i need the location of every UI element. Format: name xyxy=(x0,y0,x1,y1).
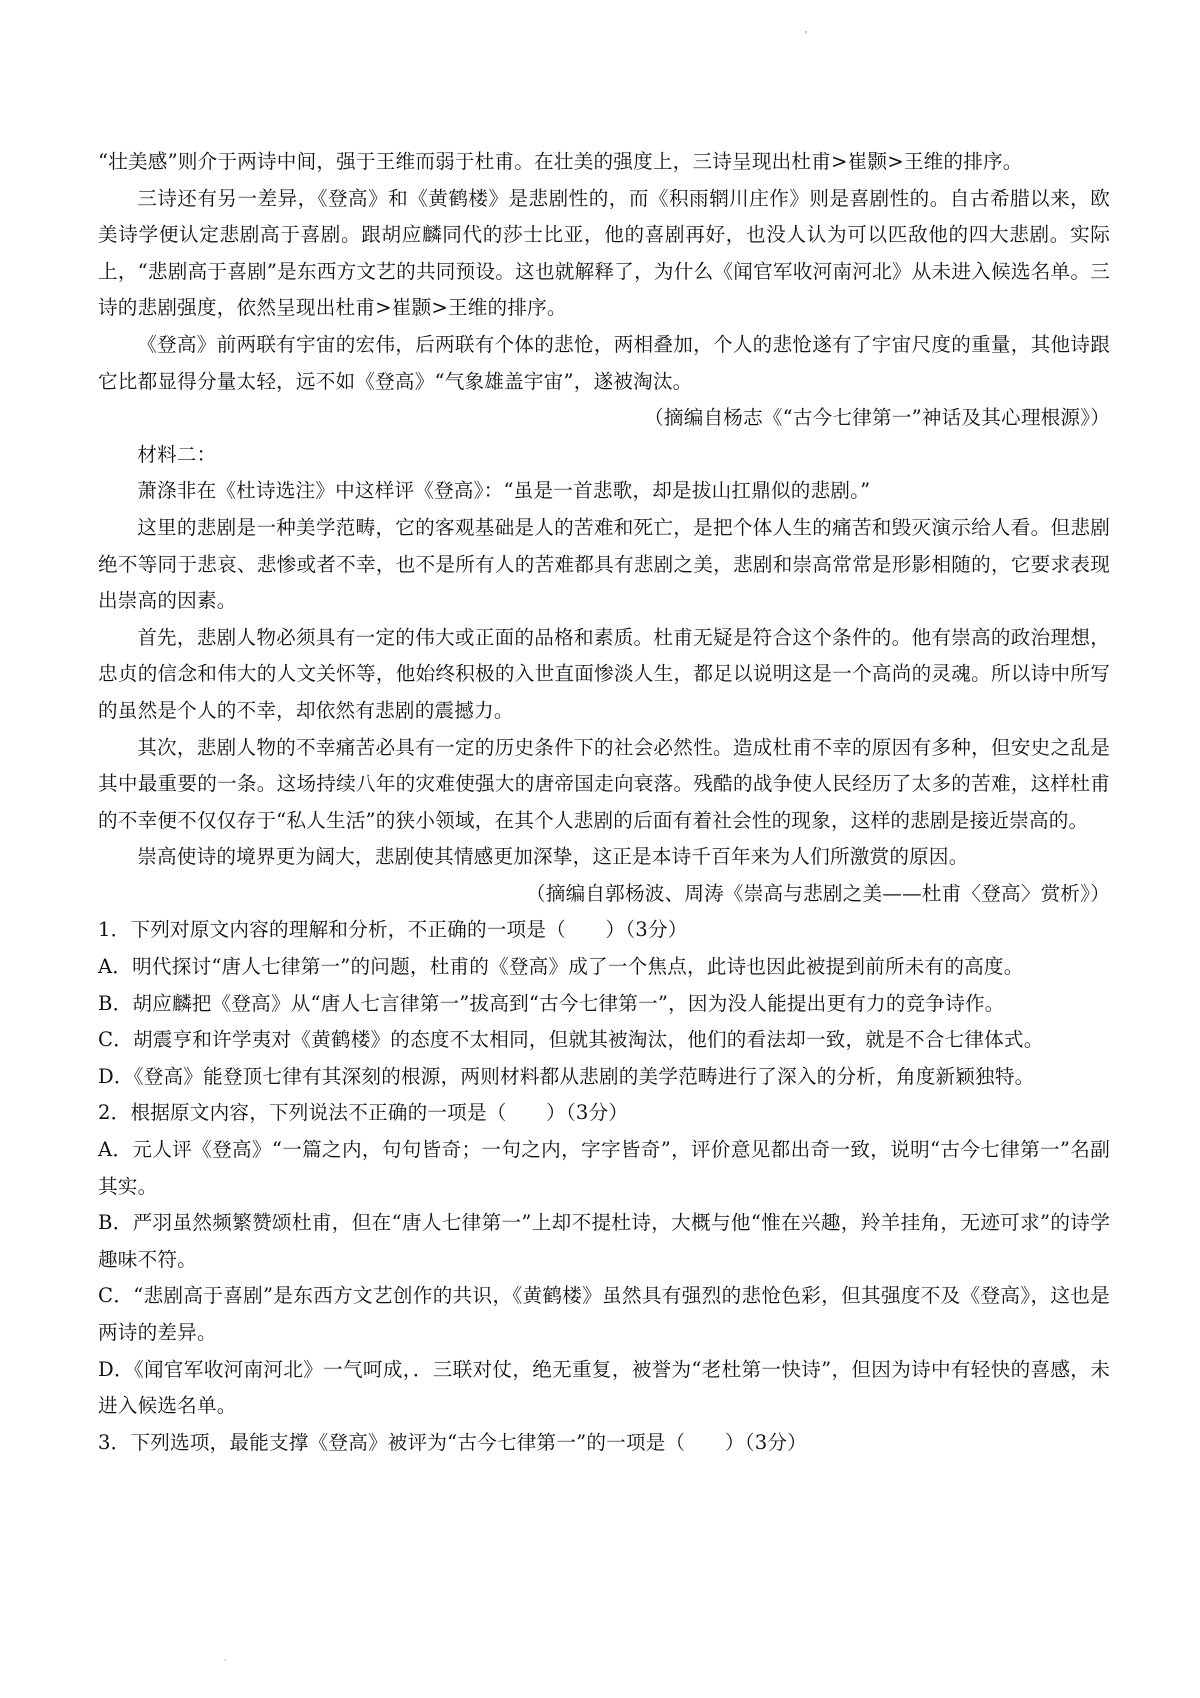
scan-mark-top: " xyxy=(804,30,808,39)
answer-option: A．元人评《登高》“一篇之内，句句皆奇；一句之内，字字皆奇”，评价意见都出奇一致，说明“古今七律第一”名副其实。 xyxy=(98,1138,1110,1198)
paragraph: “壮美感”则介于两诗中间，强于王维而弱于杜甫。在壮美的强度上，三诗呈现出杜甫>崔颢>王维的排序。 xyxy=(98,150,1023,173)
answer-option: C．胡震亨和许学夷对《黄鹤楼》的态度不太相同，但就其被淘汰，他们的看法却一致，就是不合七律体式。 xyxy=(98,1028,1044,1052)
question-stem: 3．下列选项，最能支撑《登高》被评为“古今七律第一”的一项是（ ）（3分） xyxy=(98,1430,807,1454)
scan-mark-bottom: ' xyxy=(224,1658,227,1667)
source-citation: （摘编自郭杨波、周涛《崇高与悲剧之美——杜甫〈登高〉赏析》） xyxy=(525,881,1110,905)
paragraph: 崇高使诗的境界更为阔大，悲剧使其情感更加深挚，这正是本诗千百年来为人们所激赏的原因。 xyxy=(137,845,969,869)
source-citation: （摘编自杨志《“古今七律第一”神话及其心理根源》） xyxy=(644,406,1110,430)
paragraph: 其次，悲剧人物的不幸痛苦必具有一定的历史条件下的社会必然性。造成杜甫不幸的原因有多种，但安史之乱是其中最重要的一条。这场持续八年的灾难使强大的唐帝国走向衰落。残酷的战争使人民经历了太多的苦难，这样杜甫的不幸便不仅仅存于“私人生活”的狭小领域，在其个人悲剧的后面有着社会性的现象，这样的悲剧是接近崇高的。 xyxy=(98,735,1110,832)
document-body xyxy=(98,144,1110,1461)
question-stem: 2．根据原文内容，下列说法不正确的一项是（ ）（3分） xyxy=(98,1101,629,1125)
answer-option: D．《闻官军收河南河北》一气呵成，．三联对仗，绝无重复，被誉为“老杜第一快诗”，但因为诗中有轻快的喜感，未进入候选名单。 xyxy=(98,1357,1110,1418)
answer-option: C．“悲剧高于喜剧”是东西方文艺创作的共识，《黄鹤楼》虽然具有强烈的悲怆色彩，但其强度不及《登高》，这也是两诗的差异。 xyxy=(98,1284,1110,1344)
paragraph: 三诗还有另一差异，《登高》和《黄鹤楼》是悲剧性的，而《积雨辋川庄作》则是喜剧性的。自古希腊以来，欧美诗学便认定悲剧高于喜剧。跟胡应麟同代的莎士比亚，他的喜剧再好，也没人认为可以匹敌他的四大悲剧。实际上，“悲剧高于喜剧”是东西方文艺的共同预设。这也就解释了，为什么《闻官军收河南河北》从未进入候选名单。三诗的悲剧强度，依然呈现出杜甫>崔颢>王维的排序。 xyxy=(98,186,1110,320)
paragraph: 《登高》前两联有宇宙的宏伟，后两联有个体的悲怆，两相叠加，个人的悲怆遂有了宇宙尺度的重量，其他诗跟它比都显得分量太轻，远不如《登高》“气象雄盖宇宙”，遂被淘汰。 xyxy=(98,332,1110,393)
paragraph: 萧涤非在《杜诗选注》中这样评《登高》：“虽是一首悲歌，却是拔山扛鼎似的悲剧。” xyxy=(137,479,871,503)
material-label: 材料二： xyxy=(137,442,217,466)
paragraph: 首先，悲剧人物必须具有一定的伟大或正面的品格和素质。杜甫无疑是符合这个条件的。他有崇高的政治理想，忠贞的信念和伟大的人文关怀等，他始终积极的入世直面惨淡人生，都足以说明这是一个高尚的灵魂。所以诗中所写的虽然是个人的不幸，却依然有悲剧的震撼力。 xyxy=(98,625,1110,722)
paragraph: 这里的悲剧是一种美学范畴，它的客观基础是人的苦难和死亡，是把个体人生的痛苦和毁灭演示给人看。但悲剧绝不等同于悲哀、悲惨或者不幸，也不是所有人的苦难都具有悲剧之美，悲剧和崇高常常是形影相随的，它要求表现出崇高的因素。 xyxy=(98,515,1110,613)
answer-option: B．严羽虽然频繁赞颂杜甫，但在“唐人七律第一”上却不提杜诗，大概与他“惟在兴趣，羚羊挂角，无迹可求”的诗学趣味不符。 xyxy=(98,1211,1110,1271)
answer-option: A．明代探讨“唐人七律第一”的问题，杜甫的《登高》成了一个焦点，此诗也因此被提到前所未有的高度。 xyxy=(98,955,1024,979)
question-stem: 1．下列对原文内容的理解和分析，不正确的一项是（ ）（3分） xyxy=(98,918,688,942)
answer-option: D．《登高》能登顶七律有其深刻的根源，两则材料都从悲剧的美学范畴进行了深入的分析，角度新颖独特。 xyxy=(98,1064,1035,1088)
answer-option: B．胡应麟把《登高》从“唐人七言律第一”拔高到“古今七律第一”，因为没人能提出更有力的竞争诗作。 xyxy=(98,991,1005,1015)
